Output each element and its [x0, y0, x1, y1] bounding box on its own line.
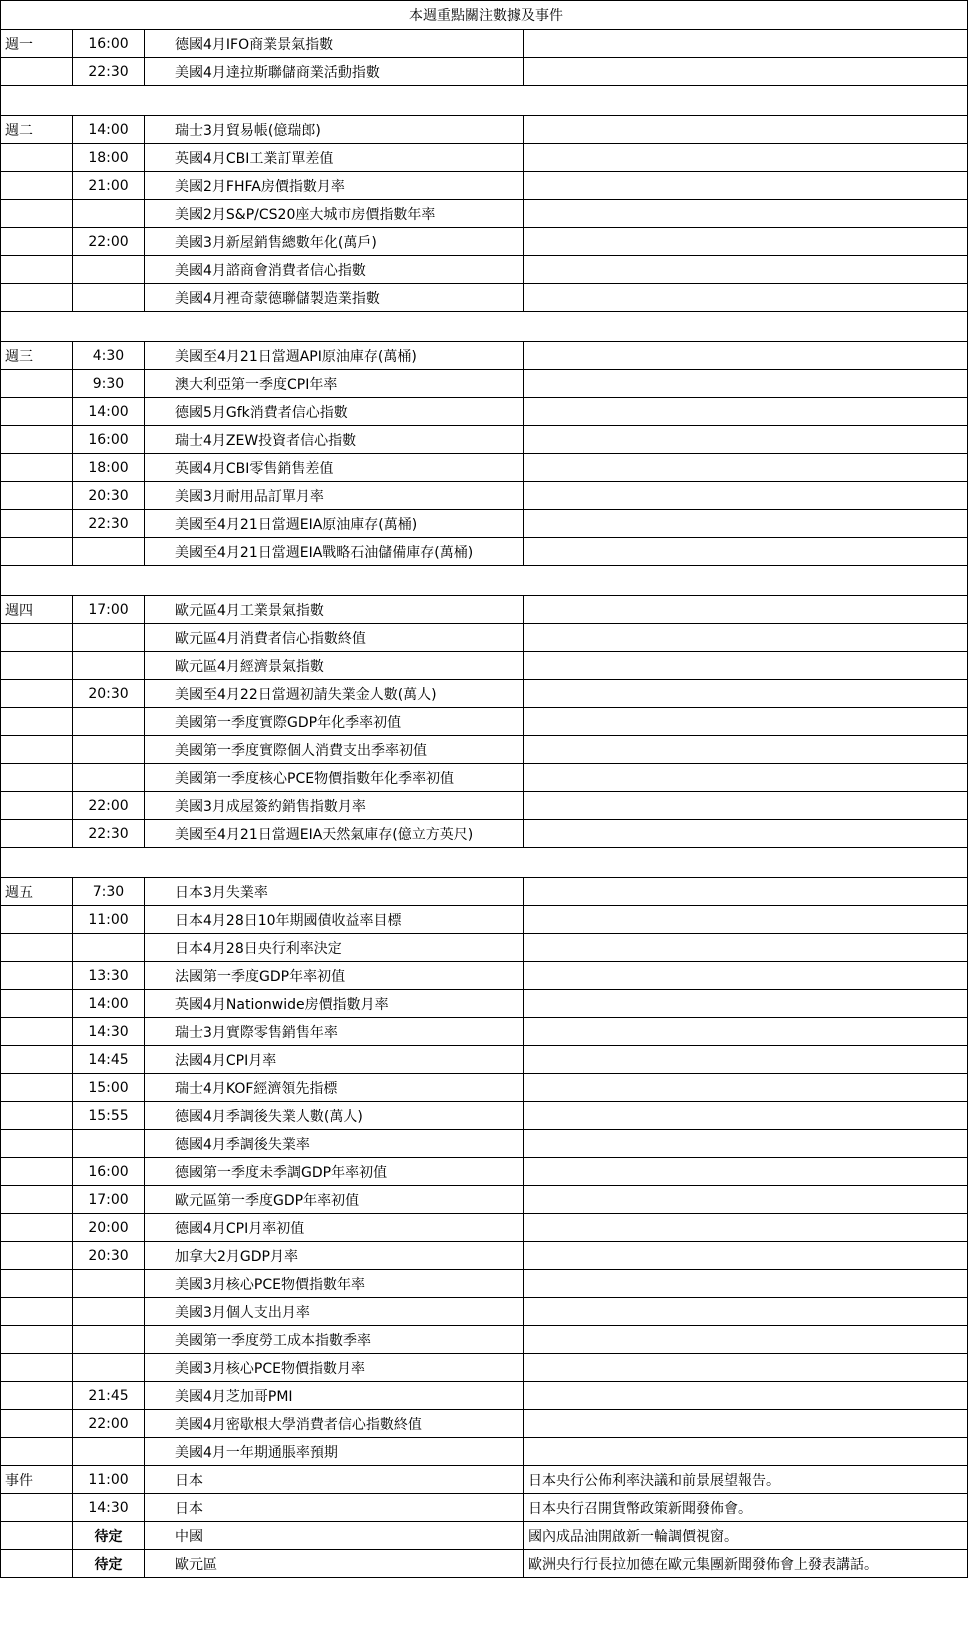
- indicator-cell: 德國4月CPI月率初值: [145, 1214, 524, 1242]
- time-cell: 14:00: [73, 990, 145, 1018]
- day-label: [1, 1410, 73, 1438]
- time-cell: [73, 652, 145, 680]
- note-cell: [524, 370, 968, 398]
- event-time-cell: 11:00: [73, 1466, 145, 1494]
- day-label: [1, 708, 73, 736]
- separator-cell: [1, 312, 968, 342]
- day-label: [1, 1102, 73, 1130]
- time-cell: 20:30: [73, 482, 145, 510]
- day-label: [1, 1130, 73, 1158]
- note-cell: [524, 736, 968, 764]
- table-row: [1, 680, 968, 708]
- day-label: [1, 906, 73, 934]
- day-label: [1, 200, 73, 228]
- note-cell: [524, 116, 968, 144]
- day-label: [1, 1438, 73, 1466]
- indicator-cell: 美國至4月21日當週EIA原油庫存(萬桶): [145, 510, 524, 538]
- time-cell: 9:30: [73, 370, 145, 398]
- time-cell: 4:30: [73, 342, 145, 370]
- event-label: [1, 1550, 73, 1578]
- table-row: [1, 1270, 968, 1298]
- indicator-cell: 加拿大2月GDP月率: [145, 1242, 524, 1270]
- day-label: [1, 1326, 73, 1354]
- table-row: [1, 1186, 968, 1214]
- day-label: [1, 680, 73, 708]
- table-row: [1, 624, 968, 652]
- time-cell: 20:00: [73, 1214, 145, 1242]
- day-label: [1, 1242, 73, 1270]
- indicator-cell: 美國至4月22日當週初請失業金人數(萬人): [145, 680, 524, 708]
- note-cell: [524, 58, 968, 86]
- day-label: [1, 144, 73, 172]
- day-label: [1, 1074, 73, 1102]
- day-label: [1, 454, 73, 482]
- note-cell: [524, 1186, 968, 1214]
- note-cell: [524, 398, 968, 426]
- indicator-cell: 澳大利亞第一季度CPI年率: [145, 370, 524, 398]
- table-row: [1, 1326, 968, 1354]
- indicator-cell: 美國4月芝加哥PMI: [145, 1382, 524, 1410]
- time-cell: 13:30: [73, 962, 145, 990]
- indicator-cell: 美國4月密歇根大學消費者信心指數終值: [145, 1410, 524, 1438]
- time-cell: 22:00: [73, 1410, 145, 1438]
- time-cell: 22:30: [73, 820, 145, 848]
- table-row: [1, 596, 968, 624]
- day-label: [1, 1382, 73, 1410]
- day-label: [1, 764, 73, 792]
- table-row: [1, 284, 968, 312]
- day-label: [1, 370, 73, 398]
- note-cell: [524, 1102, 968, 1130]
- table-row: [1, 1102, 968, 1130]
- day-label: [1, 284, 73, 312]
- day-label: [1, 934, 73, 962]
- time-cell: 14:00: [73, 116, 145, 144]
- indicator-cell: 美國第一季度核心PCE物價指數年化季率初值: [145, 764, 524, 792]
- note-cell: [524, 1130, 968, 1158]
- note-cell: [524, 510, 968, 538]
- event-row: [1, 1494, 968, 1522]
- event-region-cell: 日本: [145, 1494, 524, 1522]
- day-label: 週五: [1, 878, 73, 906]
- table-row: [1, 538, 968, 566]
- time-cell: 21:45: [73, 1382, 145, 1410]
- note-cell: [524, 1214, 968, 1242]
- table-row: [1, 652, 968, 680]
- separator-row: [1, 312, 968, 342]
- table-row: [1, 1242, 968, 1270]
- time-cell: 17:00: [73, 596, 145, 624]
- indicator-cell: 美國至4月21日當週EIA天然氣庫存(億立方英尺): [145, 820, 524, 848]
- note-cell: [524, 1018, 968, 1046]
- note-cell: [524, 1242, 968, 1270]
- time-cell: [73, 624, 145, 652]
- table-row: [1, 736, 968, 764]
- time-cell: [73, 1270, 145, 1298]
- time-cell: [73, 764, 145, 792]
- note-cell: [524, 284, 968, 312]
- note-cell: [524, 1158, 968, 1186]
- table-row: [1, 172, 968, 200]
- indicator-cell: 英國4月CBI零售銷售差值: [145, 454, 524, 482]
- day-label: [1, 172, 73, 200]
- day-label: [1, 510, 73, 538]
- table-row: [1, 1438, 968, 1466]
- indicator-cell: 美國3月新屋銷售總數年化(萬戶): [145, 228, 524, 256]
- table-row: [1, 116, 968, 144]
- day-label: [1, 1018, 73, 1046]
- indicator-cell: 英國4月CBI工業訂單差值: [145, 144, 524, 172]
- table-row: [1, 510, 968, 538]
- indicator-cell: 美國3月耐用品訂單月率: [145, 482, 524, 510]
- table-row: [1, 342, 968, 370]
- event-note-cell: 歐洲央行行長拉加德在歐元集團新聞發佈會上發表講話。: [524, 1550, 968, 1578]
- event-region-cell: 中國: [145, 1522, 524, 1550]
- indicator-cell: 瑞士3月貿易帳(億瑞郎): [145, 116, 524, 144]
- indicator-cell: 美國3月核心PCE物價指數月率: [145, 1354, 524, 1382]
- table-row: [1, 426, 968, 454]
- separator-row: [1, 566, 968, 596]
- indicator-cell: 日本4月28日央行利率決定: [145, 934, 524, 962]
- table-row: [1, 200, 968, 228]
- day-label: [1, 228, 73, 256]
- table-row: [1, 454, 968, 482]
- table-row: [1, 906, 968, 934]
- note-cell: [524, 990, 968, 1018]
- table-row: [1, 1214, 968, 1242]
- time-cell: 14:00: [73, 398, 145, 426]
- note-cell: [524, 30, 968, 58]
- indicator-cell: 日本4月28日10年期國債收益率目標: [145, 906, 524, 934]
- time-cell: [73, 284, 145, 312]
- table-row: [1, 878, 968, 906]
- day-label: [1, 1354, 73, 1382]
- indicator-cell: 美國至4月21日當週EIA戰略石油儲備庫存(萬桶): [145, 538, 524, 566]
- note-cell: [524, 454, 968, 482]
- time-cell: 22:30: [73, 510, 145, 538]
- indicator-cell: 瑞士4月KOF經濟領先指標: [145, 1074, 524, 1102]
- day-label: [1, 1046, 73, 1074]
- indicator-cell: 美國4月裡奇蒙德聯儲製造業指數: [145, 284, 524, 312]
- time-cell: [73, 736, 145, 764]
- indicator-cell: 日本3月失業率: [145, 878, 524, 906]
- indicator-cell: 美國2月S&P/CS20座大城市房價指數年率: [145, 200, 524, 228]
- time-cell: 22:00: [73, 792, 145, 820]
- table-row: [1, 764, 968, 792]
- day-label: 週四: [1, 596, 73, 624]
- time-cell: 18:00: [73, 144, 145, 172]
- indicator-cell: 法國第一季度GDP年率初值: [145, 962, 524, 990]
- indicator-cell: 瑞士4月ZEW投資者信心指數: [145, 426, 524, 454]
- day-label: 週一: [1, 30, 73, 58]
- indicator-cell: 歐元區4月消費者信心指數終值: [145, 624, 524, 652]
- separator-row: [1, 86, 968, 116]
- separator-cell: [1, 86, 968, 116]
- note-cell: [524, 342, 968, 370]
- table-row: [1, 256, 968, 284]
- indicator-cell: 美國4月達拉斯聯儲商業活動指數: [145, 58, 524, 86]
- note-cell: [524, 906, 968, 934]
- indicator-cell: 德國5月Gfk消費者信心指數: [145, 398, 524, 426]
- event-note-cell: 日本央行公佈利率決議和前景展望報告。: [524, 1466, 968, 1494]
- separator-cell: [1, 566, 968, 596]
- day-label: [1, 58, 73, 86]
- time-cell: [73, 200, 145, 228]
- indicator-cell: 德國4月季調後失業率: [145, 1130, 524, 1158]
- table-row: [1, 482, 968, 510]
- day-label: [1, 792, 73, 820]
- note-cell: [524, 934, 968, 962]
- day-label: [1, 820, 73, 848]
- table-row: [1, 58, 968, 86]
- note-cell: [524, 144, 968, 172]
- time-cell: [73, 1354, 145, 1382]
- event-note-cell: 日本央行召開貨幣政策新聞發佈會。: [524, 1494, 968, 1522]
- day-label: [1, 624, 73, 652]
- note-cell: [524, 200, 968, 228]
- time-cell: 22:30: [73, 58, 145, 86]
- event-label: 事件: [1, 1466, 73, 1494]
- table-row: [1, 1354, 968, 1382]
- note-cell: [524, 1270, 968, 1298]
- table-row: [1, 1382, 968, 1410]
- indicator-cell: 歐元區4月經濟景氣指數: [145, 652, 524, 680]
- day-label: [1, 256, 73, 284]
- note-cell: [524, 792, 968, 820]
- day-label: 週二: [1, 116, 73, 144]
- day-label: [1, 1298, 73, 1326]
- note-cell: [524, 596, 968, 624]
- title-row: [1, 1, 968, 30]
- table-row: [1, 962, 968, 990]
- day-label: [1, 652, 73, 680]
- indicator-cell: 德國4月季調後失業人數(萬人): [145, 1102, 524, 1130]
- table-row: [1, 1018, 968, 1046]
- table-row: [1, 820, 968, 848]
- note-cell: [524, 256, 968, 284]
- indicator-cell: 美國3月成屋簽約銷售指數月率: [145, 792, 524, 820]
- note-cell: [524, 1382, 968, 1410]
- time-cell: [73, 256, 145, 284]
- time-cell: 16:00: [73, 426, 145, 454]
- note-cell: [524, 482, 968, 510]
- time-cell: 15:55: [73, 1102, 145, 1130]
- note-cell: [524, 624, 968, 652]
- note-cell: [524, 708, 968, 736]
- time-cell: 7:30: [73, 878, 145, 906]
- note-cell: [524, 1354, 968, 1382]
- table-row: [1, 990, 968, 1018]
- time-cell: [73, 1130, 145, 1158]
- day-label: [1, 1214, 73, 1242]
- day-label: [1, 990, 73, 1018]
- time-cell: 14:45: [73, 1046, 145, 1074]
- time-cell: 15:00: [73, 1074, 145, 1102]
- day-label: [1, 538, 73, 566]
- table-row: [1, 1298, 968, 1326]
- indicator-cell: 美國至4月21日當週API原油庫存(萬桶): [145, 342, 524, 370]
- note-cell: [524, 172, 968, 200]
- indicator-cell: 美國4月諮商會消費者信心指數: [145, 256, 524, 284]
- indicator-cell: 美國3月個人支出月率: [145, 1298, 524, 1326]
- note-cell: [524, 962, 968, 990]
- time-cell: [73, 1326, 145, 1354]
- indicator-cell: 美國2月FHFA房價指數月率: [145, 172, 524, 200]
- time-cell: [73, 708, 145, 736]
- table-row: [1, 370, 968, 398]
- note-cell: [524, 1074, 968, 1102]
- note-cell: [524, 1326, 968, 1354]
- note-cell: [524, 820, 968, 848]
- day-label: [1, 1270, 73, 1298]
- table-title: 本週重點關注數據及事件: [1, 1, 968, 30]
- table-row: [1, 144, 968, 172]
- time-cell: 21:00: [73, 172, 145, 200]
- table-row: [1, 708, 968, 736]
- indicator-cell: 美國3月核心PCE物價指數年率: [145, 1270, 524, 1298]
- separator-row: [1, 848, 968, 878]
- note-cell: [524, 764, 968, 792]
- day-label: [1, 398, 73, 426]
- note-cell: [524, 1298, 968, 1326]
- note-cell: [524, 680, 968, 708]
- separator-cell: [1, 848, 968, 878]
- time-cell: [73, 538, 145, 566]
- day-label: [1, 962, 73, 990]
- event-time-cell: 14:30: [73, 1494, 145, 1522]
- indicator-cell: 美國第一季度實際個人消費支出季率初值: [145, 736, 524, 764]
- note-cell: [524, 426, 968, 454]
- indicator-cell: 德國4月IFO商業景氣指數: [145, 30, 524, 58]
- time-cell: 17:00: [73, 1186, 145, 1214]
- event-time-cell: 待定: [73, 1522, 145, 1550]
- indicator-cell: 歐元區4月工業景氣指數: [145, 596, 524, 624]
- table-row: [1, 398, 968, 426]
- time-cell: 11:00: [73, 906, 145, 934]
- table-row: [1, 1074, 968, 1102]
- table-row: [1, 1046, 968, 1074]
- event-time-cell: 待定: [73, 1550, 145, 1578]
- time-cell: 20:30: [73, 1242, 145, 1270]
- time-cell: 18:00: [73, 454, 145, 482]
- indicator-cell: 法國4月CPI月率: [145, 1046, 524, 1074]
- event-label: [1, 1494, 73, 1522]
- time-cell: [73, 1298, 145, 1326]
- note-cell: [524, 538, 968, 566]
- table-row: [1, 792, 968, 820]
- time-cell: 16:00: [73, 30, 145, 58]
- table-row: [1, 1410, 968, 1438]
- table-row: [1, 1130, 968, 1158]
- table-row: [1, 228, 968, 256]
- note-cell: [524, 228, 968, 256]
- indicator-cell: 美國第一季度勞工成本指數季率: [145, 1326, 524, 1354]
- event-note-cell: 國內成品油開啟新一輪調價視窗。: [524, 1522, 968, 1550]
- event-label: [1, 1522, 73, 1550]
- indicator-cell: 瑞士3月實際零售銷售年率: [145, 1018, 524, 1046]
- time-cell: 16:00: [73, 1158, 145, 1186]
- note-cell: [524, 1438, 968, 1466]
- table-row: [1, 30, 968, 58]
- event-row: [1, 1550, 968, 1578]
- indicator-cell: 歐元區第一季度GDP年率初值: [145, 1186, 524, 1214]
- time-cell: 20:30: [73, 680, 145, 708]
- day-label: [1, 426, 73, 454]
- table-row: [1, 1158, 968, 1186]
- indicator-cell: 德國第一季度未季調GDP年率初值: [145, 1158, 524, 1186]
- time-cell: [73, 1438, 145, 1466]
- event-row: [1, 1522, 968, 1550]
- note-cell: [524, 652, 968, 680]
- time-cell: [73, 934, 145, 962]
- table-row: [1, 934, 968, 962]
- event-row: [1, 1466, 968, 1494]
- day-label: [1, 1186, 73, 1214]
- time-cell: 22:00: [73, 228, 145, 256]
- day-label: 週三: [1, 342, 73, 370]
- note-cell: [524, 1046, 968, 1074]
- indicator-cell: 美國第一季度實際GDP年化季率初值: [145, 708, 524, 736]
- indicator-cell: 美國4月一年期通脹率預期: [145, 1438, 524, 1466]
- note-cell: [524, 878, 968, 906]
- event-region-cell: 日本: [145, 1466, 524, 1494]
- day-label: [1, 482, 73, 510]
- indicator-cell: 英國4月Nationwide房價指數月率: [145, 990, 524, 1018]
- time-cell: 14:30: [73, 1018, 145, 1046]
- day-label: [1, 1158, 73, 1186]
- note-cell: [524, 1410, 968, 1438]
- event-region-cell: 歐元區: [145, 1550, 524, 1578]
- day-label: [1, 736, 73, 764]
